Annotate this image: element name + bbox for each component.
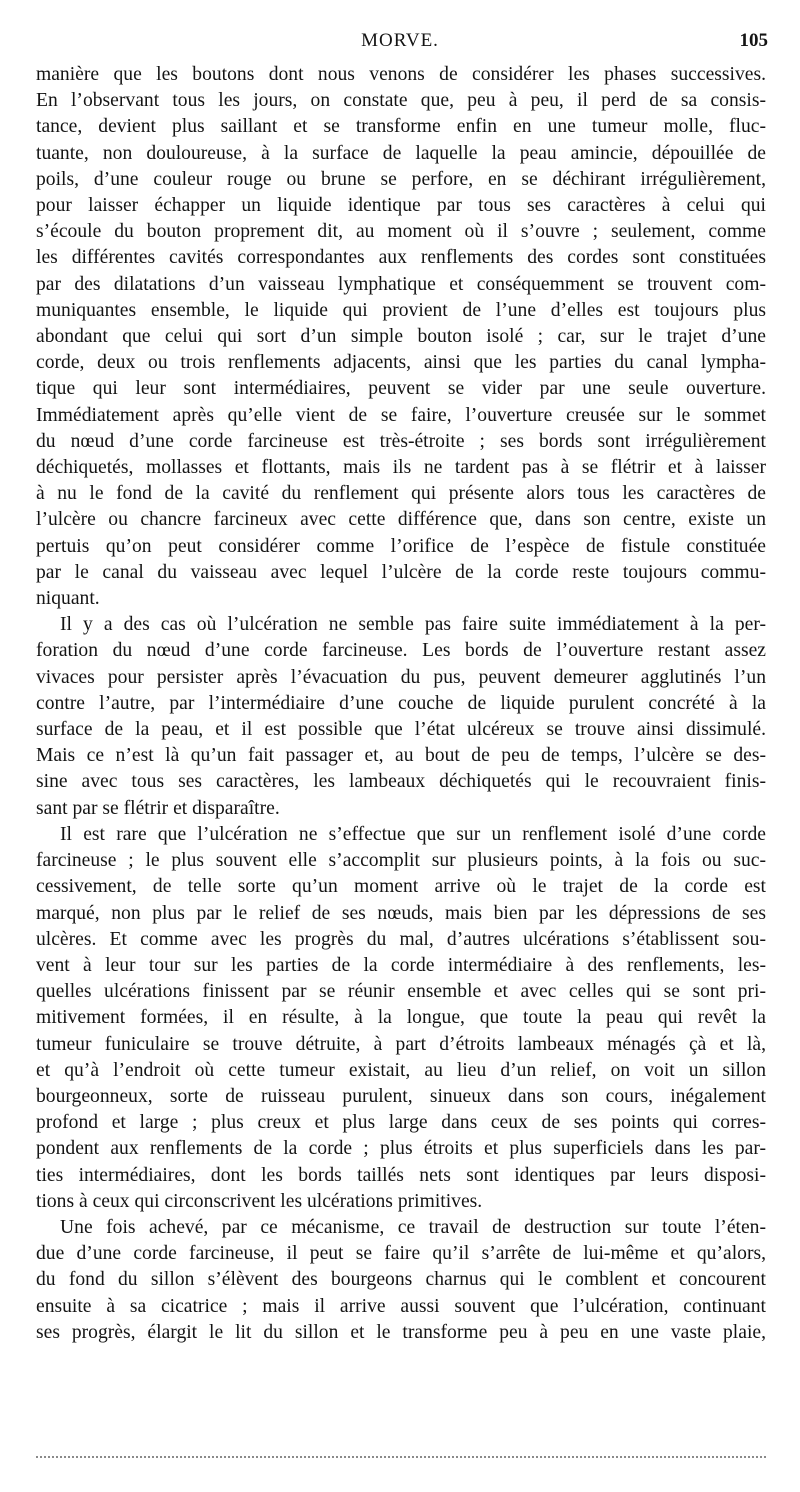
text-line: cessivement, de telle sorte qu’un moment arrive où le trajet de la corde est bbox=[36, 876, 766, 898]
text-line: muniquantes ensemble, le liquide qui provient de l’une d’elles est toujours plus bbox=[36, 299, 766, 321]
text-line: du fond du sillon s’élèvent des bourgeons charnus qui le comblent et concourent bbox=[36, 1269, 766, 1291]
text-line: pour laisser échapper un liquide identique par tous ses caractères à celui qui bbox=[36, 195, 766, 217]
text-line: s’écoule du bouton proprement dit, au moment où il s’ouvre ; seulement, comme bbox=[36, 221, 766, 243]
text-line: du nœud d’une corde farcineuse est très-étroite ; ses bords sont irrégulièrement bbox=[36, 430, 766, 452]
text-line: et qu’à l’endroit où cette tumeur existait, au lieu d’un relief, on voit un sillon bbox=[36, 1059, 766, 1081]
text-line: surface de la peau, et il est possible que l’état ulcéreux se trouve ainsi dissimulé. bbox=[36, 719, 766, 741]
text-line: tique qui leur sont intermédiaires, peuvent se vider par une seule ouverture. bbox=[36, 378, 766, 400]
text-line: mitivement formées, il en résulte, à la longue, que toute la peau qui revêt la bbox=[36, 1007, 766, 1029]
text-line: manière que les boutons dont nous venons de considérer les phases successives. bbox=[36, 64, 766, 85]
text-line: abondant que celui qui sort d’un simple bouton isolé ; car, sur le trajet d’une bbox=[36, 326, 766, 348]
text-line: vivaces pour persister après l’évacuation du pus, peuvent demeurer agglutinés l’un bbox=[36, 666, 766, 688]
paragraph-p3 bbox=[36, 822, 766, 1215]
text-line: tumeur funiculaire se trouve détruite, à part d’étroits lambeaux ménagés çà et là, bbox=[36, 1033, 766, 1055]
text-line: contre l’autre, par l’intermédiaire d’une couche de liquide purulent concrété à la bbox=[36, 692, 766, 714]
page-number: 105 bbox=[739, 30, 768, 51]
text-line: par le canal du vaisseau avec lequel l’ulcère de la corde reste toujours commu- bbox=[36, 561, 766, 583]
text-line: à nu le fond de la cavité du renflement qui présente alors tous les caractères de bbox=[36, 483, 766, 505]
text-line: sant par se flétrir et disparaître. bbox=[36, 797, 280, 819]
text-line: marqué, non plus par le relief de ses nœuds, mais bien par les dépressions de ses bbox=[36, 902, 766, 924]
text-line: bourgeonneux, sorte de ruisseau purulent, sinueux dans son cours, inégalement bbox=[36, 1085, 766, 1107]
text-line: pondent aux renflements de la corde ; plus étroits et plus superficiels dans les par- bbox=[36, 1138, 766, 1160]
text-line: ties intermédiaires, dont les bords taillés nets sont identiques par leurs disposi- bbox=[36, 1164, 766, 1186]
text-line: ulcères. Et comme avec les progrès du mal, d’autres ulcérations s’établissent sou- bbox=[36, 928, 766, 950]
page-header bbox=[30, 30, 770, 56]
text-line: Il y a des cas où l’ulcération ne semble pas faire suite immédiatement à la per- bbox=[60, 614, 766, 636]
text-line: ensuite à sa cicatrice ; mais il arrive aussi souvent que l’ulcération, continuant bbox=[36, 1295, 766, 1317]
text-line: Immédiatement après qu’elle vient de se faire, l’ouverture creusée sur le sommet bbox=[36, 404, 766, 426]
paragraph-p1 bbox=[36, 62, 766, 612]
text-line: tions à ceux qui circonscrivent les ulcérations primitives. bbox=[36, 1190, 483, 1212]
text-line: foration du nœud d’une corde farcineuse. Les bords de l’ouverture restant assez bbox=[36, 640, 766, 662]
text-line: quelles ulcérations finissent par se réunir ensemble et avec celles qui se sont pri- bbox=[36, 981, 766, 1003]
text-line: l’ulcère ou chancre farcineux avec cette différence que, dans son centre, existe un bbox=[36, 509, 766, 531]
text-line: niquant. bbox=[36, 588, 100, 610]
text-line: En l’observant tous les jours, on constate que, peu à peu, il perd de sa consis- bbox=[36, 90, 766, 112]
text-line: sine avec tous ses caractères, les lambeaux déchiquetés qui le recouvraient finis- bbox=[36, 771, 766, 793]
text-line: ses progrès, élargit le lit du sillon et le transforme peu à peu en une vaste plaie, bbox=[36, 1321, 766, 1343]
text-line: Mais ce n’est là qu’un fait passager et, au bout de peu de temps, l’ulcère se des- bbox=[36, 745, 766, 767]
text-line: corde, deux ou trois renflements adjacents, ainsi que les parties du canal lympha- bbox=[36, 352, 766, 374]
text-line: les différentes cavités correspondantes aux renflements des cordes sont constituées bbox=[36, 247, 766, 269]
footer-dotted-rule bbox=[36, 1456, 766, 1458]
paragraph-p2 bbox=[36, 612, 766, 822]
running-title: MORVE. bbox=[361, 30, 439, 51]
text-line: vent à leur tour sur les parties de la corde intermédiaire à des renflements, les- bbox=[36, 954, 766, 976]
text-line: farcineuse ; le plus souvent elle s’accomplit sur plusieurs points, à la fois ou suc- bbox=[36, 850, 766, 872]
text-line: pertuis qu’on peut considérer comme l’orifice de l’espèce de fistule constituée bbox=[36, 535, 766, 557]
text-line: tuante, non douloureuse, à la surface de laquelle la peau amincie, dépouillée de bbox=[36, 142, 766, 164]
paragraph-p4 bbox=[36, 1215, 766, 1346]
text-line: tance, devient plus saillant et se transforme enfin en une tumeur molle, fluc- bbox=[36, 116, 766, 138]
text-line: par des dilatations d’un vaisseau lymphatique et conséquemment se trouvent com- bbox=[36, 273, 766, 295]
text-line: Une fois achevé, par ce mécanisme, ce travail de destruction sur toute l’éten- bbox=[60, 1216, 766, 1238]
text-line: Il est rare que l’ulcération ne s’effectue que sur un renflement isolé d’une corde bbox=[60, 823, 766, 845]
text-line: poils, d’une couleur rouge ou brune se perfore, en se déchirant irrégulièrement, bbox=[36, 168, 766, 190]
text-line: profond et large ; plus creux et plus large dans ceux de ses points qui corres- bbox=[36, 1112, 766, 1134]
text-line: due d’une corde farcineuse, il peut se faire qu’il s’arrête de lui-même et qu’alors, bbox=[36, 1243, 766, 1265]
body-text bbox=[36, 62, 766, 1346]
text-line: déchiquetés, mollasses et flottants, mais ils ne tardent pas à se flétrir et à laisser bbox=[36, 457, 766, 479]
